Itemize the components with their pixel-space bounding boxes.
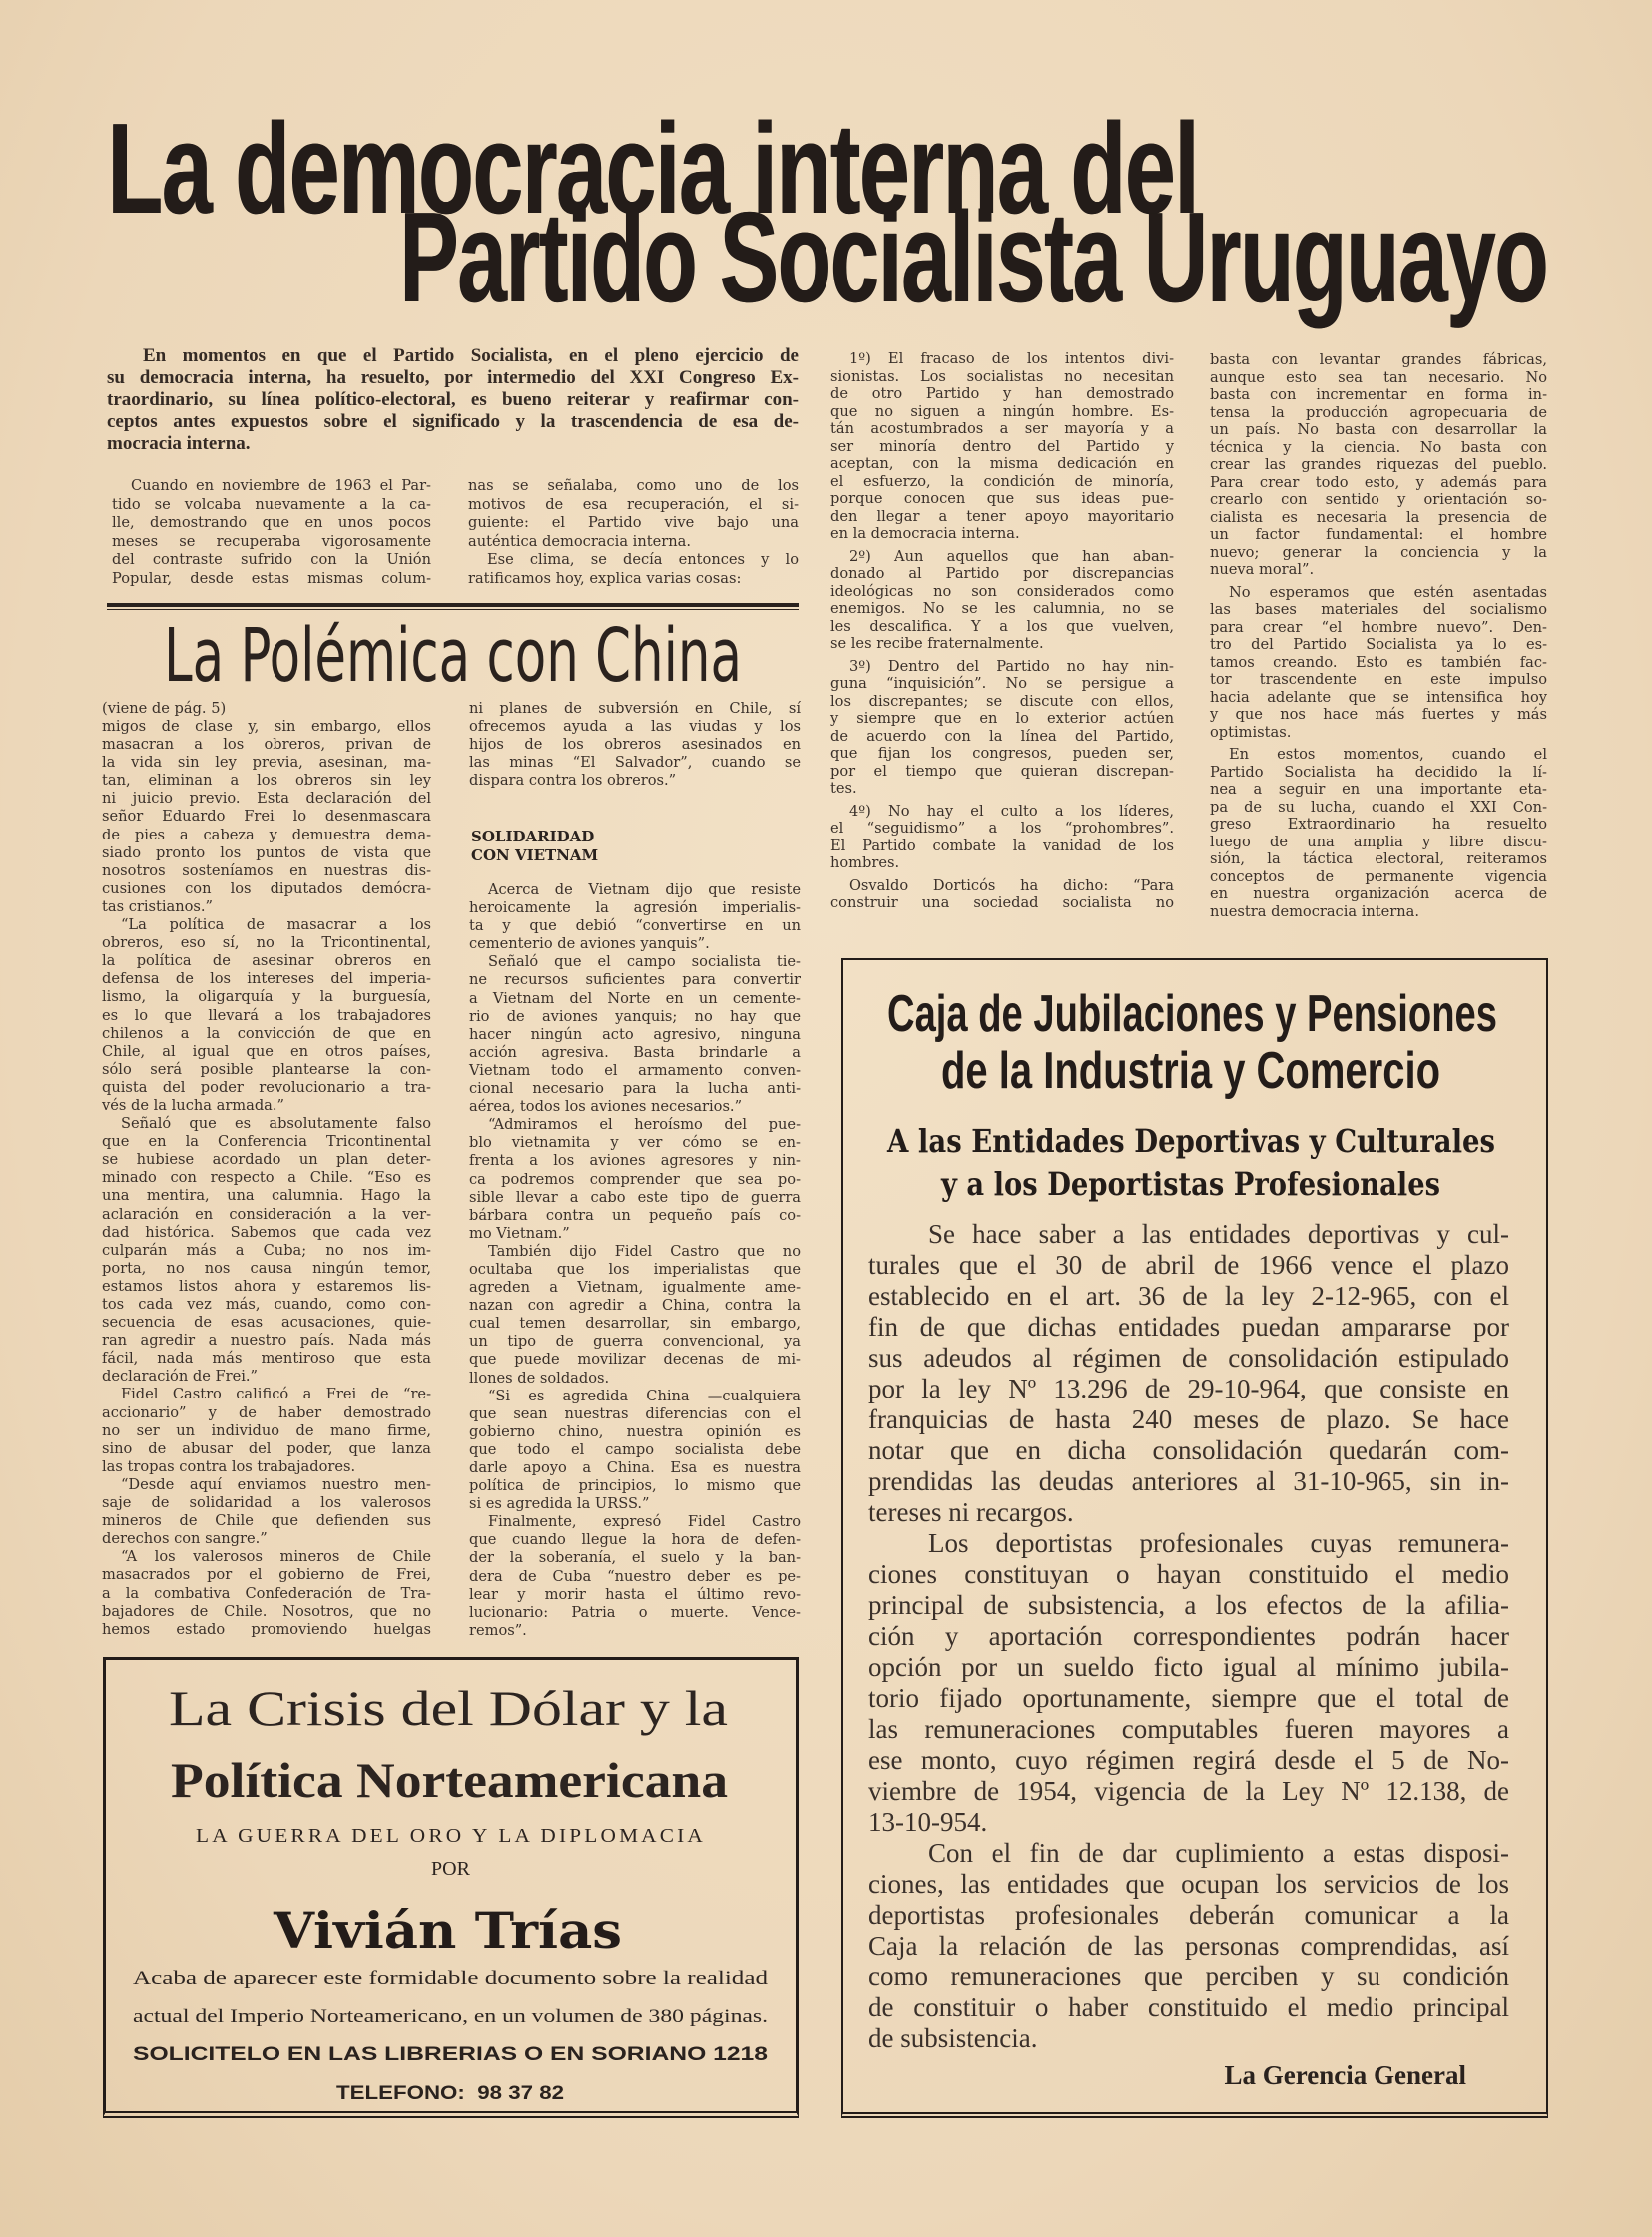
text-line: aunque esto sea tan necesario. No [1210, 368, 1547, 386]
paragraph [830, 803, 1174, 872]
text-line: tido se volcaba nuevamente a la ca- [112, 495, 431, 513]
article-column-b [468, 477, 799, 588]
text-line: les descalifica. Y a los que vuelven, [830, 617, 1174, 635]
paragraph [468, 477, 799, 551]
text-line: crearlo con sentido y orientación so- [1210, 491, 1547, 508]
text-line: saje de solidaridad a los valerosos [102, 1494, 431, 1512]
text-line: Los deportistas profesionales cuyas remunera- [928, 1528, 1509, 1558]
text-line: aclaración en consideración a la ver- [102, 1205, 431, 1223]
text-line: viembre de 1954, vigencia de la Ley Nº 12.138, de [868, 1776, 1509, 1806]
text-line: donado al Partido por discrepancias [830, 565, 1174, 582]
text-line: nuevo; generar la conciencia y la [1210, 543, 1547, 561]
text-line: notar que en dicha consolidación quedarán com- [868, 1435, 1509, 1465]
text-line: defensa de los intereses del imperia- [102, 970, 431, 988]
text-line: hemos estado promoviendo huelgas [102, 1620, 431, 1638]
text-line: dera de Cuba “nuestro deber es pe- [469, 1567, 801, 1585]
text-line: Para crear todo esto, y además para [1210, 473, 1547, 491]
text-line: No esperamos que estén asentadas [1228, 583, 1547, 601]
text-line: tereses ni recargos. [868, 1497, 1074, 1527]
text-line: no ser un individuo de mano firme, [102, 1421, 431, 1439]
china-article-title: La Polémica con China [164, 613, 742, 699]
text-line: masacran a los obreros, privan de [102, 736, 431, 754]
text-line: ciones constituyan o hayan constituido el medio [868, 1559, 1509, 1589]
text-line: que sean nuestras diferencias con el [469, 1404, 801, 1422]
text-line: ciones, las entidades que ocupan los servicios de los [868, 1869, 1509, 1899]
text-line: estamos listos ahora y estaremos lis- [102, 1277, 431, 1295]
text-line: nas se señalaba, como uno de los [468, 477, 799, 494]
text-line: por la ley Nº 13.296 de 29-10-964, que consiste en [868, 1374, 1509, 1403]
text-line: cementerio de aviones yanquis”. [469, 935, 710, 953]
paragraph [102, 916, 431, 1115]
text-line: por el tiempo que quieran discrepan- [830, 762, 1174, 780]
text-line: lle, demostrando que en unos pocos [112, 514, 431, 531]
paragraph [830, 877, 1174, 912]
paragraph [107, 345, 799, 455]
text-line: ocultaba que los imperialistas que [469, 1260, 801, 1278]
text-line: que fijan los congresos, pueden ser, [830, 745, 1174, 762]
text-line: darle apoyo a China. Esa es nuestra [469, 1459, 801, 1476]
text-line: 2º) Aun aquellos que han aban- [848, 547, 1174, 565]
text-line: luego de una amplia y libre discu- [1210, 833, 1547, 850]
paragraph [102, 1115, 431, 1386]
text-line: Señaló que es absolutamente falso [120, 1115, 431, 1133]
text-line: tán acostumbrados a ser mayoría y a [830, 420, 1174, 437]
text-line: basta con levantar grandes fábricas, [1210, 351, 1547, 368]
text-line: gobierno chino, nuestra opinión es [469, 1422, 801, 1440]
text-line: Caja la relación de las personas comprendidas, así [868, 1931, 1509, 1960]
text-line: siado pronto los puntos de vista que [102, 843, 431, 861]
text-line: dad histórica. Sabemos que cada vez [102, 1223, 431, 1241]
text-line: heroicamente la agresión imperialis- [469, 899, 801, 917]
article-column-a [112, 477, 431, 588]
article-column-c [830, 350, 1174, 912]
text-line: la política de asesinar obreros en [102, 952, 431, 970]
text-line: conceptos de permanente vigencia [1210, 867, 1547, 885]
text-line: Osvaldo Dorticós ha dicho: “Para [848, 876, 1174, 894]
text-line: que todo el campo socialista debe [469, 1440, 801, 1458]
text-line: un tipo de guerra convencional, ya [469, 1333, 801, 1351]
text-line: migos de clase y, sin embargo, ellos [102, 718, 431, 735]
text-line: cusiones con los diputados demócra- [102, 879, 431, 897]
text-line: como remuneraciones que perciben y su condición [868, 1961, 1509, 1991]
text-line: construir una sociedad socialista no [830, 894, 1174, 911]
text-line: que cuando llegue la hora de defen- [469, 1531, 801, 1549]
text-line: También dijo Fidel Castro que no [487, 1242, 801, 1260]
text-line: bajadores de Chile. Nosotros, que no [102, 1602, 431, 1620]
text-line: enemigos. No se les calumnia, no se [830, 600, 1174, 617]
paragraph [469, 1513, 801, 1640]
paragraph [868, 1528, 1509, 1838]
text-line: Fidel Castro calificó a Frei de “re- [120, 1386, 431, 1403]
text-line: En momentos en que el Partido Socialista, en el pleno ejercicio de [143, 345, 799, 366]
text-line: es lo que llevará a los trabajadores [102, 1006, 431, 1024]
text-line: nazan con agredir a China, contra la [469, 1297, 801, 1315]
text-line: Popular, desde estas mismas colum- [112, 569, 431, 587]
text-line: tes. [830, 780, 857, 797]
text-line: del contraste sufrido con la Unión [112, 551, 431, 568]
paragraph [469, 1388, 801, 1514]
text-line: lucionario: Patria o muerte. Vence- [469, 1603, 801, 1621]
text-line: y que nos hace más fuertes y más [1210, 706, 1547, 723]
text-line: hombres. [830, 854, 900, 871]
paragraph [102, 1476, 431, 1548]
text-line: en nuestra organización acerca de [1210, 885, 1547, 902]
text-line: nea a seguir en una importante eta- [1210, 781, 1547, 798]
text-line: cual temen desarrollar, sin embargo, [469, 1315, 801, 1333]
text-line: dispara contra los obreros.” [469, 772, 677, 790]
text-line: que en la Conferencia Tricontinental [102, 1133, 431, 1151]
text-line: sus adeudos al régimen de consolidación estipulado [868, 1343, 1509, 1373]
paragraph [112, 477, 431, 588]
text-line: tamos creando. Esto es también fac- [1210, 653, 1547, 671]
text-line: prendidas las deudas anteriores al 31-10-965, sin in- [868, 1466, 1509, 1496]
text-line: para crear “el hombre nuevo”. Den- [1210, 618, 1547, 636]
text-line: der la soberanía, el suelo y la ban- [469, 1549, 801, 1567]
text-line: si es agredida la URSS.” [469, 1495, 650, 1513]
text-line: que no siguen a ningún hombre. Es- [830, 402, 1174, 420]
text-line: ser minoría dentro del Partido y [830, 437, 1174, 455]
text-line: mineros de Chile que defienden sus [102, 1512, 431, 1530]
caja-subtitle-2: y a los Deportistas Profesionales [941, 1165, 1440, 1203]
text-line: hacia adelante que se intensifica hoy [1210, 688, 1547, 706]
book-ad-description-1: Acaba de aparecer este formidable documento sobre la realidad [133, 1968, 768, 1989]
text-line: porque conocen que sus ideas pue- [830, 490, 1174, 507]
jump-line: (viene de pág. 5) [102, 700, 227, 717]
caja-title-2: de la Industria y Comercio [941, 1042, 1440, 1100]
text-line: deportistas profesionales deberán comunicar a la [868, 1900, 1509, 1930]
text-line: chilenos a la convicción de que en [102, 1024, 431, 1042]
text-line: accionario” y de haber demostrado [102, 1403, 431, 1421]
text-line: motivos de esa recuperación, el si- [468, 495, 799, 513]
caja-title-1: Caja de Jubilaciones y Pensiones [887, 985, 1497, 1043]
text-line: ratificamos hoy, explica varias cosas: [468, 569, 742, 587]
headline-line-2: Partido Socialista Uruguayo [399, 186, 1547, 329]
text-line: establecido en el art. 36 de la ley 2-12-965, con el [868, 1281, 1509, 1311]
text-line: “Si es agredida China —cualquiera [487, 1387, 801, 1404]
text-line: las bases materiales del socialismo [1210, 601, 1547, 618]
text-line: turales que el 30 de abril de 1966 vence el plazo [868, 1250, 1509, 1280]
book-ad-title-1: La Crisis del Dólar y la [169, 1680, 728, 1736]
text-line: traordinario, su línea político-electoral, es bueno reiterar y reafirmar con- [107, 389, 799, 410]
text-line: hijos de los obreros asesinados en [469, 736, 801, 754]
text-line: a la combativa Confederación de Tra- [102, 1584, 431, 1602]
text-line: sino de abusar del poder, que lanza [102, 1439, 431, 1457]
text-line: opción por un sueldo ficto igual al mínimo jubila- [868, 1652, 1509, 1682]
text-line: meses se recuperaba vigorosamente [112, 532, 431, 550]
text-line: pa de su lucha, cuando el XXI Con- [1210, 798, 1547, 816]
text-line: tensa la producción agropecuaria de [1210, 403, 1547, 421]
text-line: sión, la táctica electoral, reiteramos [1210, 850, 1547, 867]
text-line: greso Extraordinario ha resuelto [1210, 816, 1547, 833]
text-line: de pies a cabeza y demuestra dema- [102, 826, 431, 843]
text-line: Vietnam todo el armamento conven- [469, 1061, 801, 1079]
text-line: torio fijado oportunamente, siempre que el total de [868, 1683, 1509, 1713]
text-line: de subsistencia. [868, 2023, 1038, 2053]
text-line: basta con incrementar en forma in- [1210, 386, 1547, 403]
paragraph [102, 718, 431, 916]
article-column-d [1210, 351, 1547, 920]
text-line: cional necesario para la lucha anti- [469, 1080, 801, 1098]
text-line: optimistas. [1210, 723, 1292, 741]
text-line: ca podremos comprender que sea po- [469, 1170, 801, 1188]
text-line: una mentira, una calumnia. Hago la [102, 1187, 431, 1205]
text-line: cialista es necesaria la presencia de [1210, 508, 1547, 526]
text-line: 3º) Dentro del Partido no hay nin- [848, 657, 1174, 675]
book-ad-phone: TELEFONO: 98 37 82 [336, 2083, 564, 2104]
text-line: fin de que dichas entidades puedan ampararse por [868, 1312, 1509, 1342]
paragraph [1210, 746, 1547, 920]
text-line: fácil, nada más mentiroso que esta [102, 1350, 431, 1368]
text-line: porta, no nos causa ningún temor, [102, 1259, 431, 1277]
paragraph [868, 1219, 1509, 1528]
text-line: las minas “El Salvador”, cuando se [469, 754, 801, 772]
book-ad-title-2: Política Norteamericana [171, 1752, 728, 1808]
text-line: las remuneraciones computables fueren mayores a [868, 1714, 1509, 1744]
text-line: en la democracia interna. [830, 525, 1020, 542]
text-line: de otro Partido y han demostrado [830, 385, 1174, 402]
text-line: “Desde aquí enviamos nuestro men- [120, 1475, 431, 1493]
text-line: el “seguidismo” a los “prohombres”. [830, 820, 1174, 837]
text-line: técnica y la ciencia. No basta con [1210, 438, 1547, 456]
text-line: nosotros sosteníamos en nuestras dis- [102, 861, 431, 879]
text-line: sólo será posible plantearse la con- [102, 1060, 431, 1078]
text-line: ese monto, cuyo régimen regirá desde el 5 de No- [868, 1745, 1509, 1775]
text-line: 13-10-954. [868, 1807, 988, 1837]
text-line: se hubiese acordado un plan deter- [102, 1151, 431, 1169]
book-ad-subtitle: LA GUERRA DEL ORO Y LA DIPLOMACIA [196, 1825, 706, 1847]
text-line: El Partido combate la vanidad de los [830, 837, 1174, 854]
china-column-2 [469, 881, 801, 1640]
text-line: principal de subsistencia, a los efectos de la afilia- [868, 1590, 1509, 1620]
text-line: ceptos antes expuestos sobre el significado y la trascendencia de esa de- [107, 411, 799, 432]
text-line: obreros, eso sí, no la Tricontinental, [102, 934, 431, 952]
text-line: guiente: el Partido vive bajo una [468, 514, 799, 531]
text-line: Cuando en noviembre de 1963 el Par- [130, 477, 431, 494]
text-line: un factor fundamental: el hombre [1210, 526, 1547, 543]
paragraph [469, 1243, 801, 1388]
book-ad-description-2: actual del Imperio Norteamericano, en un volumen de 380 páginas. [133, 2006, 768, 2027]
text-line: ni juicio previo. Esta declaración del [102, 790, 431, 808]
caja-signature: La Gerencia General [1224, 2060, 1466, 2090]
text-line: 1º) El fracaso de los intentos divi- [848, 350, 1174, 367]
text-line: nuestra democracia interna. [1210, 902, 1420, 920]
text-line: acción agresiva. Basta brindarle a [469, 1043, 801, 1061]
text-line: den llegar a tener apoyo mayoritario [830, 507, 1174, 525]
text-line: tro del Partido Socialista ya lo es- [1210, 636, 1547, 653]
text-line: vés de la lucha armada.” [102, 1096, 284, 1114]
text-line: sionistas. Los socialistas no necesitan [830, 367, 1174, 385]
paragraph [469, 881, 801, 953]
text-line: lear y morir hasta el último revo- [469, 1585, 801, 1603]
paragraph [1210, 351, 1547, 579]
text-line: aceptan, con la misma dedicación en [830, 455, 1174, 472]
text-line: hacer ningún acto agresivo, ninguna [469, 1025, 801, 1043]
text-line: señor Eduardo Frei lo desenmascara [102, 808, 431, 826]
paragraph [830, 658, 1174, 798]
caja-subtitle-1: A las Entidades Deportivas y Culturales [887, 1122, 1495, 1160]
text-line: Señaló que el campo socialista tie- [487, 953, 801, 971]
text-line: tan, eliminan a los obreros sin ley [102, 772, 431, 790]
text-line: ta y que debió “convertirse en un [469, 917, 801, 935]
text-line: Finalmente, expresó Fidel Castro [487, 1513, 801, 1531]
paragraph [830, 350, 1174, 543]
text-line: guna “inquisición”. No se persigue a [830, 675, 1174, 692]
text-line: se les recibe fraternalmente. [830, 635, 1044, 652]
text-line: de acuerdo con la línea del Partido, [830, 727, 1174, 745]
text-line: Ese clima, se decía entonces y lo [486, 551, 799, 568]
text-line: el esfuerzo, la condición de minoría, [830, 472, 1174, 490]
text-line: ran agredir a nuestro país. Nada más [102, 1332, 431, 1350]
text-line: sible llevar a cabo este tipo de guerra [469, 1188, 801, 1206]
text-line: ción y aportación correspondientes podrán hacer [868, 1621, 1509, 1651]
text-line: su democracia interna, ha resuelto, por intermedio del XXI Congreso Ex- [107, 367, 799, 388]
text-line: Se hace saber a las entidades deportivas y cul- [928, 1219, 1509, 1249]
book-ad-order-info: SOLICITELO EN LAS LIBRERIAS O EN SORIANO 1218 [133, 2044, 768, 2065]
text-line: ofrecemos ayuda a las viudas y los [469, 718, 801, 736]
section-divider [107, 603, 799, 607]
text-line: Con el fin de dar cuplimiento a estas disposi- [928, 1838, 1509, 1868]
subheading-line: CON VIETNAM [471, 846, 599, 864]
text-line: tas cristianos.” [102, 897, 214, 915]
text-line: Chile, al igual que en otros países, [102, 1042, 431, 1060]
text-line: secuencia de esas acusaciones, quie- [102, 1314, 431, 1332]
text-line: En estos momentos, cuando el [1228, 746, 1547, 763]
book-ad-by: POR [431, 1858, 470, 1880]
article-lead [107, 345, 799, 455]
text-line: masacrados por el gobierno de Frei, [102, 1566, 431, 1584]
text-line: ne recursos suficientes para convertir [469, 971, 801, 989]
text-line: franquicias de hasta 240 meses de plazo. Se hace [868, 1404, 1509, 1434]
caja-body [868, 1219, 1509, 2054]
text-line: tos cada vez más, cuando, como con- [102, 1296, 431, 1313]
text-line: tor trascendente en este impulso [1210, 671, 1547, 688]
text-line: quista del poder revolucionario a tra- [102, 1078, 431, 1096]
text-line: minado con respecto a Chile. “Eso es [102, 1169, 431, 1187]
section-divider-thin [107, 609, 799, 610]
china-column-2-top [469, 700, 801, 790]
text-line: ideológicas no son considerados como [830, 582, 1174, 600]
text-line: aérea, todos los aviones necesarios.” [469, 1098, 743, 1116]
text-line: un país. No basta con desarrollar la [1210, 421, 1547, 438]
text-line: los discrepantes; se discute con ellos, [830, 692, 1174, 710]
text-line: bárbara contra un pequeño país co- [469, 1206, 801, 1224]
paragraph [102, 1548, 431, 1638]
text-line: la vida sin ley previa, asesinan, ma- [102, 754, 431, 772]
text-line: remos”. [469, 1621, 527, 1639]
text-line: “Admiramos el heroísmo del pue- [487, 1116, 801, 1134]
text-line: frenta a los aviones agresores y nin- [469, 1152, 801, 1170]
paragraph [469, 953, 801, 1116]
headline-line-1: La democracia interna del [107, 97, 1198, 241]
text-line: Partido Socialista ha decidido la lí- [1210, 763, 1547, 781]
book-ad-author: Vivián Trías [274, 1901, 622, 1959]
text-line: auténtica democracia interna. [468, 532, 691, 550]
text-line: 4º) No hay el culto a los líderes, [848, 802, 1174, 820]
paragraph [469, 700, 801, 790]
subheading-vietnam [471, 828, 598, 865]
subheading-line: SOLIDARIDAD [471, 828, 595, 845]
text-line: agreden a Vietnam, igualmente ame- [469, 1279, 801, 1297]
text-line: nueva moral”. [1210, 561, 1315, 578]
text-line: “La política de masacrar a los [120, 916, 431, 934]
china-column-1 [102, 718, 431, 1639]
paragraph [102, 1386, 431, 1475]
text-line: declaración de Frei.” [102, 1368, 258, 1386]
paragraph [469, 1116, 801, 1243]
text-line: derechos con sangre.” [102, 1530, 268, 1548]
text-line: Acerca de Vietnam dijo que resiste [487, 881, 801, 898]
paragraph [1210, 584, 1547, 742]
text-line: mo Vietnam.” [469, 1224, 570, 1242]
text-line: culparán más a Cuba; no nos im- [102, 1241, 431, 1259]
text-line: llones de soldados. [469, 1369, 610, 1387]
text-line: mocracia interna. [107, 433, 251, 454]
paragraph [868, 1838, 1509, 2054]
text-line: que puede movilizar decenas de mi- [469, 1351, 801, 1369]
paragraph [830, 548, 1174, 653]
text-line: rio de aviones yanquis; no hay que [469, 1007, 801, 1025]
text-line: “A los valerosos mineros de Chile [120, 1548, 431, 1566]
text-line: política de principios, lo mismo que [469, 1477, 801, 1495]
text-line: blo vietnamita y ver cómo se en- [469, 1134, 801, 1152]
text-line: ni planes de subversión en Chile, sí [469, 700, 801, 717]
text-line: y siempre que en lo exterior actúen [830, 710, 1174, 727]
text-line: lismo, la oligarquía y la burguesía, [102, 988, 431, 1006]
text-line: a Vietnam del Norte en un cemente- [469, 989, 801, 1007]
text-line: de constituir o haber constituido el medio principal [868, 1992, 1509, 2022]
text-line: crear las grandes riquezas del pueblo. [1210, 456, 1547, 473]
text-line: las tropas contra los trabajadores. [102, 1457, 356, 1475]
paragraph [468, 551, 799, 588]
